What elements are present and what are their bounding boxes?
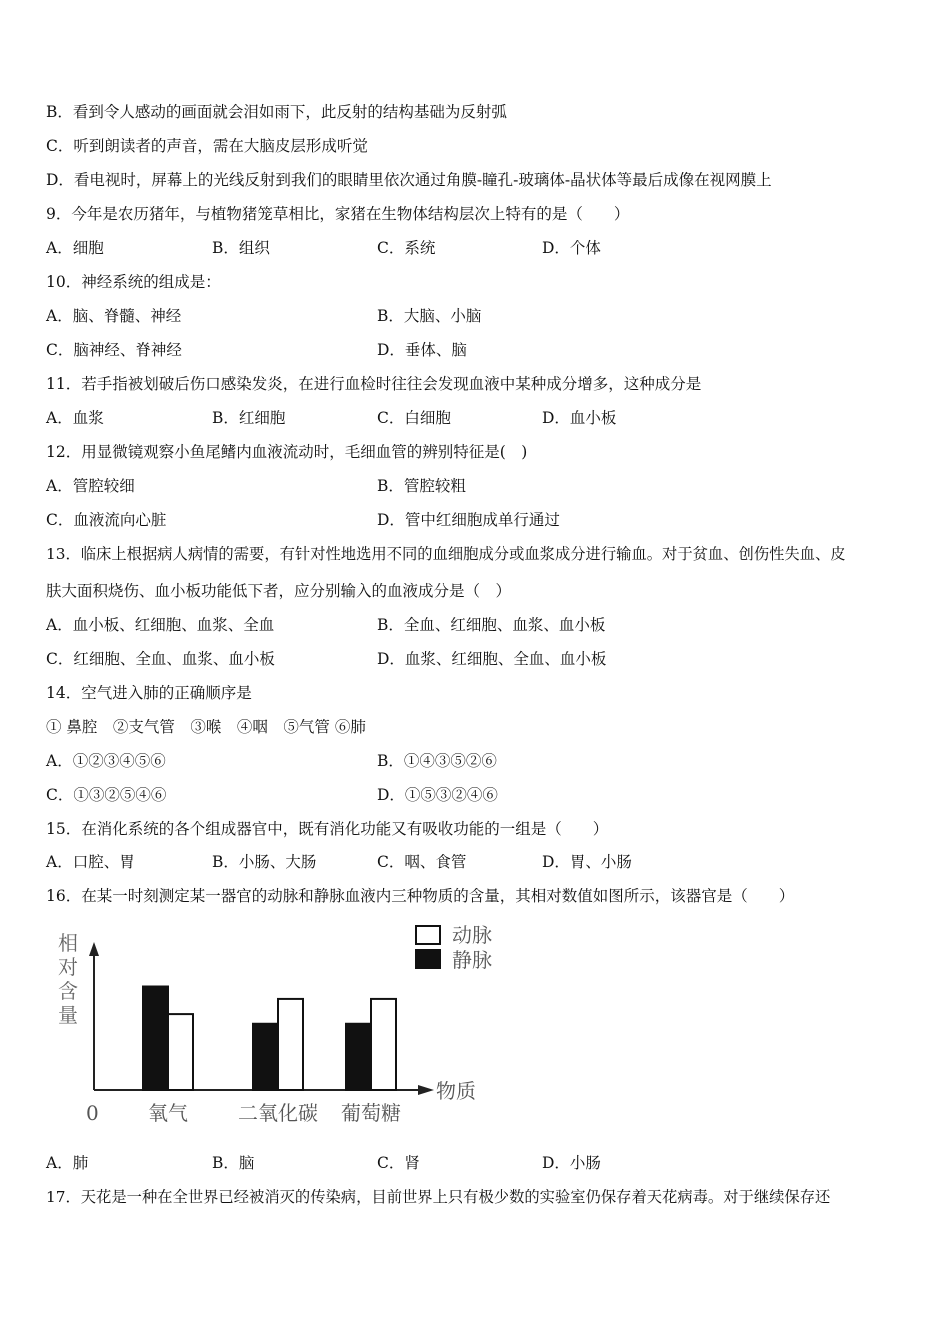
q10-option-b: B．大脑、小脑 <box>377 307 482 325</box>
legend-swatch-vein <box>416 950 440 968</box>
legend-label-artery: 动脉 <box>452 923 492 947</box>
legend-swatch-artery <box>416 926 440 944</box>
q11-option-b: B．红细胞 <box>212 409 286 427</box>
y-axis-arrow <box>89 942 99 956</box>
category-label-2: 葡萄糖 <box>341 1101 401 1125</box>
x-axis-label: 物质 <box>436 1079 476 1103</box>
bar-vein-1 <box>253 1024 278 1090</box>
x-axis-arrow <box>418 1085 434 1095</box>
q8-option-b: B．看到令人感动的画面就会泪如雨下，此反射的结构基础为反射弧 <box>46 103 507 121</box>
q12-option-a: A．管腔较细 <box>46 477 135 495</box>
ylabel-char-2: 含 <box>58 979 78 1003</box>
q9-stem: 9．今年是农历猪年，与植物猪笼草相比，家猪在生物体结构层次上特有的是（ ） <box>46 205 630 223</box>
bar-artery-0 <box>168 1014 193 1090</box>
q11-option-c: C．白细胞 <box>377 409 451 427</box>
legend-label-vein: 静脉 <box>452 948 492 972</box>
q13-option-c: C．红细胞、全血、血浆、血小板 <box>46 650 275 668</box>
q14-items: ① 鼻腔 ②支气管 ③喉 ④咽 ⑤气管 ⑥肺 <box>46 718 366 736</box>
q12-option-b: B．管腔较粗 <box>377 477 466 495</box>
q9-option-d: D．个体 <box>542 239 601 257</box>
q10-stem: 10．神经系统的组成是： <box>46 273 221 291</box>
origin-label: 0 <box>86 1101 99 1125</box>
q15-option-c: C．咽、食管 <box>377 853 467 871</box>
q14-option-a: A．①②③④⑤⑥ <box>46 752 166 770</box>
category-label-1: 二氧化碳 <box>238 1101 318 1125</box>
q9-option-c: C．系统 <box>377 239 436 257</box>
q15-option-d: D．胃、小肠 <box>542 853 632 871</box>
q16-option-d: D．小肠 <box>542 1154 601 1172</box>
blood-content-chart <box>46 920 516 1135</box>
q13-option-b: B．全血、红细胞、血浆、血小板 <box>377 616 606 634</box>
q12-option-d: D．管中红细胞成单行通过 <box>377 511 560 529</box>
q11-option-d: D．血小板 <box>542 409 617 427</box>
q17-stem: 17．天花是一种在全世界已经被消灭的传染病，目前世界上只有极少数的实验室仍保存着天花病毒。对于继续保存还 <box>46 1188 831 1206</box>
q16-option-c: C．肾 <box>377 1154 420 1172</box>
q14-option-b: B．①④③⑤②⑥ <box>377 752 497 770</box>
q11-option-a: A．血浆 <box>46 409 104 427</box>
q14-option-d: D．①⑤③②④⑥ <box>377 786 498 804</box>
q16-stem: 16．在某一时刻测定某一器官的动脉和静脉血液内三种物质的含量，其相对数值如图所示，该器官是（ ） <box>46 887 795 905</box>
q13-stem-line1: 13．临床上根据病人病情的需要，有针对性地选用不同的血细胞成分或血浆成分进行输血。对于贫血、创伤性失血、皮 <box>46 545 846 563</box>
q12-option-c: C．血液流向心脏 <box>46 511 167 529</box>
q15-option-a: A．口腔、胃 <box>46 853 135 871</box>
q9-option-a: A．细胞 <box>46 239 104 257</box>
q13-option-a: A．血小板、红细胞、血浆、全血 <box>46 616 275 634</box>
category-label-0: 氧气 <box>148 1101 188 1125</box>
q16-option-b: B．脑 <box>212 1154 255 1172</box>
q10-option-d: D．垂体、脑 <box>377 341 467 359</box>
q9-option-b: B．组织 <box>212 239 270 257</box>
ylabel-char-3: 量 <box>58 1003 78 1027</box>
bar-artery-2 <box>371 999 396 1090</box>
q10-option-a: A．脑、脊髓、神经 <box>46 307 182 325</box>
chart-svg <box>46 920 516 1135</box>
q13-stem-line2: 肤大面积烧伤、血小板功能低下者，应分别输入的血液成分是（ ） <box>46 582 512 600</box>
bar-vein-2 <box>346 1024 371 1090</box>
chart-ylabel <box>58 931 78 1027</box>
bar-vein-0 <box>143 987 168 1091</box>
q8-option-c: C．听到朗读者的声音，需在大脑皮层形成听觉 <box>46 137 368 155</box>
q12-stem: 12．用显微镜观察小鱼尾鳍内血液流动时，毛细血管的辨别特征是( ) <box>46 443 528 461</box>
q15-stem: 15．在消化系统的各个组成器官中，既有消化功能又有吸收功能的一组是（ ） <box>46 820 609 838</box>
ylabel-char-1: 对 <box>58 955 78 979</box>
q11-stem: 11．若手指被划破后伤口感染发炎，在进行血检时往往会发现血液中某种成分增多，这种成分是 <box>46 375 702 393</box>
ylabel-char-0: 相 <box>58 931 78 955</box>
q14-option-c: C．①③②⑤④⑥ <box>46 786 167 804</box>
q8-option-d: D．看电视时，屏幕上的光线反射到我们的眼睛里依次通过角膜-瞳孔-玻璃体-晶状体等最后成像在视网膜上 <box>46 171 772 189</box>
q13-option-d: D．血浆、红细胞、全血、血小板 <box>377 650 607 668</box>
q15-option-b: B．小肠、大肠 <box>212 853 317 871</box>
q14-stem: 14．空气进入肺的正确顺序是 <box>46 684 252 702</box>
q16-option-a: A．肺 <box>46 1154 89 1172</box>
bar-artery-1 <box>278 999 303 1090</box>
q10-option-c: C．脑神经、脊神经 <box>46 341 182 359</box>
